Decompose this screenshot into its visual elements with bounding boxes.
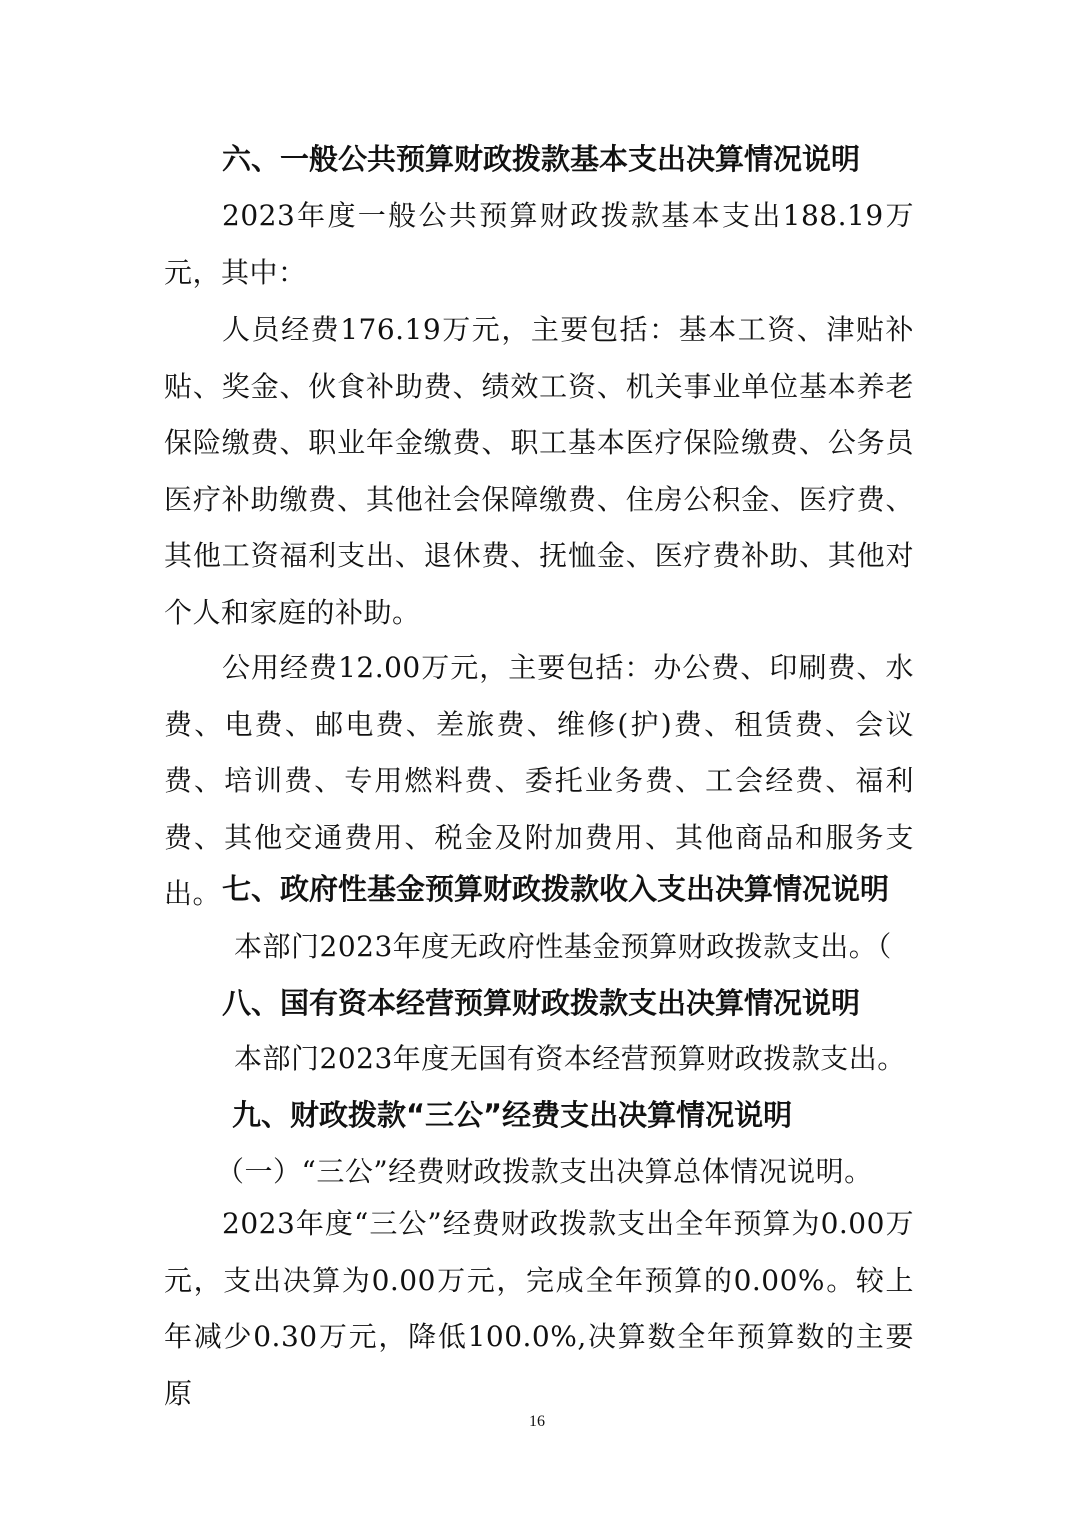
section-6-paragraph-personnel: 人员经费176.19万元，主要包括：基本工资、津贴补贴、奖金、伙食补助费、绩效工资、机关事业单位基本养老保险缴费、职业年金缴费、职工基本医疗保险缴费、公务员医疗补助缴费、其他社会保障缴费、住房公积金、医疗费、其他工资福利支出、退休费、抚恤金、医疗费补助、其他对个人和家庭的补助。 (164, 313, 914, 629)
section-7-paragraph: 本部门2023年度无政府性基金预算财政拨款支出。（ (234, 930, 892, 963)
section-6-heading: 六、一般公共预算财政拨款基本支出决算情况说明 (222, 142, 861, 176)
section-9-heading: 九、财政拨款“三公”经费支出决算情况说明 (232, 1098, 793, 1132)
section-9-subheading-1: （一）“三公”经费财政拨款支出决算总体情况说明。 (216, 1155, 873, 1188)
page-number: 16 (529, 1413, 545, 1430)
section-8-heading: 八、国有资本经营预算财政拨款支出决算情况说明 (222, 986, 861, 1020)
section-6-paragraph-public: 公用经费12.00万元，主要包括：办公费、印刷费、水费、电费、邮电费、差旅费、维修(护)费、租赁费、会议费、培训费、专用燃料费、委托业务费、工会经费、福利费、其他交通费用、税金及附加费用、其他商品和服务支出。 (164, 651, 914, 910)
section-8-paragraph: 本部门2023年度无国有资本经营预算财政拨款支出。 (234, 1042, 906, 1075)
section-9-paragraph-1: 2023年度“三公”经费财政拨款支出全年预算为0.00万元，支出决算为0.00万元，完成全年预算的0.00%。较上年减少0.30万元，降低100.0%,决算数全年预算数的主要原 (164, 1207, 914, 1410)
section-6-paragraph-1: 2023年度一般公共预算财政拨款基本支出188.19万元，其中： (164, 199, 914, 289)
section-7-heading: 七、政府性基金预算财政拨款收入支出决算情况说明 (222, 872, 890, 906)
